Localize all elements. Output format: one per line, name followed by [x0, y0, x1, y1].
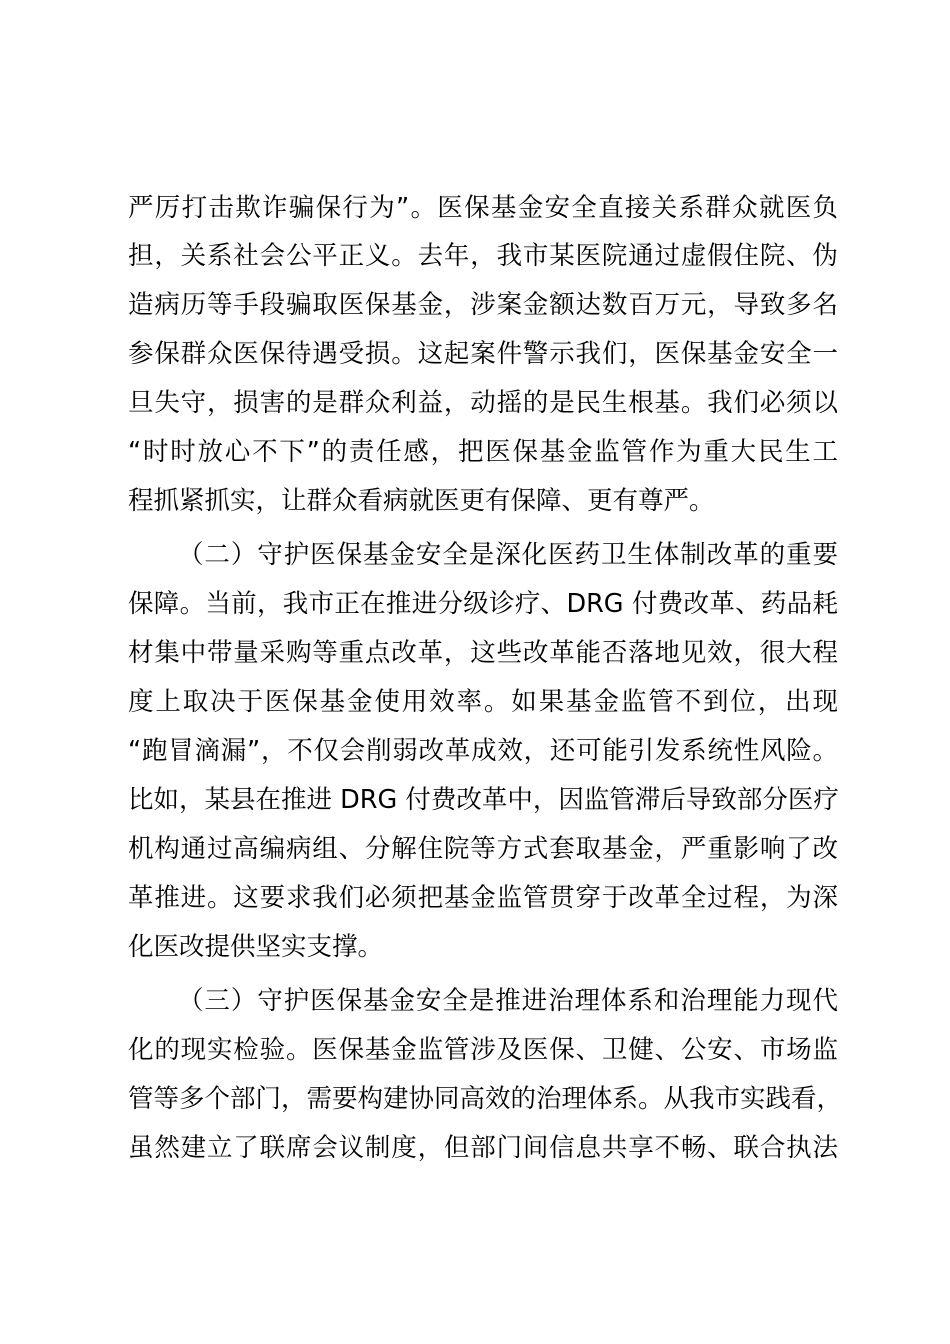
text-line: 旦失守，损害的是群众利益，动摇的是民生根基。我们必须以 — [128, 388, 838, 418]
text-line: 化的现实检验。医保基金监管涉及医保、卫健、公安、市场监 — [128, 1035, 838, 1065]
text-line: 化医改提供坚实支撑。 — [128, 932, 384, 962]
text-line: 虽然建立了联席会议制度，但部门间信息共享不畅、联合执法 — [128, 1133, 838, 1163]
text-line: “跑冒滴漏”，不仅会削弱改革成效，还可能引发系统性风险。 — [128, 736, 838, 766]
section-heading-line: （二）守护医保基金安全是深化医药卫生体制改革的重要 — [178, 540, 838, 570]
text-line: “时时放心不下”的责任感，把医保基金监管作为重大民生工 — [128, 437, 838, 467]
text-line: 保障。当前，我市正在推进分级诊疗、DRG 付费改革、药品耗 — [128, 589, 838, 619]
text-line: 担，关系社会公平正义。去年，我市某医院通过虚假住院、伪 — [128, 241, 838, 271]
text-line: 程抓紧抓实，让群众看病就医更有保障、更有尊严。 — [128, 486, 715, 516]
text-line: 度上取决于医保基金使用效率。如果基金监管不到位，出现 — [128, 687, 838, 717]
text-line: 比如，某县在推进 DRG 付费改革中，因监管滞后导致部分医疗 — [128, 785, 839, 815]
section-heading-line: （三）守护医保基金安全是推进治理体系和治理能力现代 — [178, 986, 838, 1016]
text-line: 机构通过高编病组、分解住院等方式套取基金，严重影响了改 — [128, 834, 838, 864]
text-line: 革推进。这要求我们必须把基金监管贯穿于改革全过程，为深 — [128, 883, 838, 913]
text-line: 管等多个部门，需要构建协同高效的治理体系。从我市实践看， — [128, 1084, 843, 1114]
text-line: 材集中带量采购等重点改革，这些改革能否落地见效，很大程 — [128, 638, 838, 668]
text-line: 严厉打击欺诈骗保行为”。医保基金安全直接关系群众就医负 — [128, 193, 838, 223]
text-line: 造病历等手段骗取医保基金，涉案金额达数百万元，导致多名 — [128, 290, 838, 320]
text-line: 参保群众医保待遇受损。这起案件警示我们，医保基金安全一 — [128, 339, 838, 369]
